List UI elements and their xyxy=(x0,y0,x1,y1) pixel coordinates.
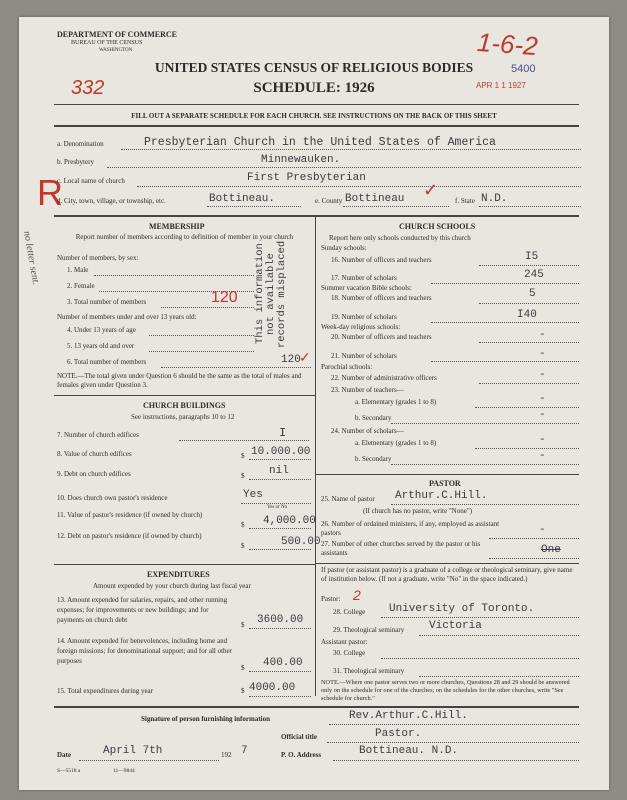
q28-value: University of Toronto. xyxy=(389,603,535,615)
q24b-label: b. Secondary xyxy=(355,455,392,463)
q28-label: 28. College xyxy=(333,608,366,616)
q23b-value: - xyxy=(539,409,546,421)
q1-label: 1. Male xyxy=(67,266,89,274)
q21-value: - xyxy=(539,348,546,360)
signature-label: Signature of person furnishing information xyxy=(141,715,270,723)
dollar-8: $ xyxy=(241,452,245,460)
form-number: S—5518 a xyxy=(57,768,81,774)
yes-no-label: Yes or No xyxy=(267,505,288,510)
schedule-title: SCHEDULE: 1926 xyxy=(253,80,375,96)
q9-value: nil xyxy=(269,465,289,477)
age-label: Number of members under and over 13 years old: xyxy=(57,313,197,321)
q10-value: Yes xyxy=(243,489,263,501)
q23a-label: a. Elementary (grades 1 to 8) xyxy=(355,398,437,406)
department: DEPARTMENT OF COMMERCE xyxy=(57,30,178,39)
form-number-2: 11—9844 xyxy=(113,768,135,774)
q30-label: 30. College xyxy=(333,649,366,657)
dollar-11: $ xyxy=(241,521,245,529)
membership-note: NOTE.—The total given under Question 6 should be the same as the total of males and females given under Question 3. xyxy=(57,372,302,389)
q18-value: 5 xyxy=(529,288,536,300)
q22-value: - xyxy=(539,369,546,381)
q23a-value: - xyxy=(539,393,546,405)
q15-value: 4000.00 xyxy=(249,682,296,694)
handwritten-code: 1-6-2 xyxy=(476,26,539,62)
dollar-12: $ xyxy=(241,542,245,550)
census-form xyxy=(19,17,609,790)
year-value: 7 xyxy=(241,745,248,757)
q20-value: - xyxy=(539,329,546,341)
q6-check-mark: ✓ xyxy=(299,349,311,365)
q12-value: 500.00 xyxy=(281,536,321,548)
official-title-value: Pastor. xyxy=(375,728,422,740)
q13-label: 13. Amount expended for salaries, repairs, and other running expenses; for improvements or new buildings; and for payments on church debt xyxy=(57,596,228,624)
bureau: BUREAU OF THE CENSUS xyxy=(71,40,143,46)
weekday-label: Week-day religious schools: xyxy=(321,323,401,331)
q20-label: 20. Number of officers and teachers xyxy=(331,333,432,341)
q29-label: 29. Theological seminary xyxy=(333,626,405,634)
q19-value: I40 xyxy=(517,309,537,321)
q23b-label: b. Secondary xyxy=(355,414,392,422)
pastor-title: PASTOR xyxy=(429,479,461,488)
buildings-sub: See instructions, paragraphs 10 to 12 xyxy=(131,413,235,421)
instructions: FILL OUT A SEPARATE SCHEDULE FOR EACH CHURCH. SEE INSTRUCTIONS ON THE BACK OF THIS SHEET xyxy=(131,112,497,120)
q21-label: 21. Number of scholars xyxy=(331,352,397,360)
q24b-value: - xyxy=(539,450,546,462)
q25-label: 25. Name of pastor xyxy=(321,495,375,503)
field-e-value: Bottineau xyxy=(345,193,405,205)
year-prefix: 192 xyxy=(221,751,232,759)
field-b-label: b. Presbytery xyxy=(57,158,94,166)
q4-label: 4. Under 13 years of age xyxy=(67,326,136,334)
q24a-value: - xyxy=(539,434,546,446)
field-c-label: c. Local name of church xyxy=(57,177,125,185)
field-b-value: Minnewauken. xyxy=(261,154,341,166)
q19-label: 19. Number of scholars xyxy=(331,313,397,321)
q16-label: 16. Number of officers and teachers xyxy=(331,256,432,264)
stamp-date: APR 1 1 1927 xyxy=(476,81,526,90)
q8-value: 10.000.00 xyxy=(251,446,311,458)
field-f-value: N.D. xyxy=(481,193,508,205)
city: WASHINGTON xyxy=(99,48,133,53)
q26-value: - xyxy=(539,524,546,536)
q5-label: 5. 13 years old and over xyxy=(67,342,135,350)
q10-label: 10. Does church own pastor's residence xyxy=(57,494,168,502)
q11-label: 11. Value of pastor's residence (if owned by church) xyxy=(57,511,203,519)
q25-value: Arthur.C.Hill. xyxy=(395,490,488,502)
sex-label: Number of members, by sex: xyxy=(57,254,139,262)
field-a-label: a. Denomination xyxy=(57,140,104,148)
q31-label: 31. Theological seminary xyxy=(333,667,405,675)
q14-value: 400.00 xyxy=(263,657,303,669)
dollar-13: $ xyxy=(241,621,245,629)
q29-value: Victoria xyxy=(429,620,482,632)
q17-value: 245 xyxy=(524,269,544,281)
margin-note: no letter sent. xyxy=(21,230,42,286)
q16-value: I5 xyxy=(525,251,539,263)
q9-label: 9. Debt on church edifices xyxy=(57,470,131,478)
field-a-value: Presbyterian Church in the United States of America xyxy=(144,136,496,149)
q6-label: 6. Total number of members xyxy=(67,358,147,366)
handwritten-mark: 2 xyxy=(353,587,361,603)
date-value: April 7th xyxy=(103,745,163,757)
form-title: UNITED STATES CENSUS OF RELIGIOUS BODIES xyxy=(154,60,474,75)
signature-value: Rev.Arthur.C.Hill. xyxy=(349,710,468,722)
field-c-value: First Presbyterian xyxy=(247,172,366,184)
dollar-14: $ xyxy=(241,664,245,672)
summer-label: Summer vacation Bible schools: xyxy=(321,284,412,292)
membership-intro: Report number of members according to definition of member in your church xyxy=(75,233,294,241)
q11-value: 4,000.00 xyxy=(263,515,316,527)
pastor-label: Pastor: xyxy=(321,595,341,603)
schools-title: CHURCH SCHOOLS xyxy=(399,222,476,231)
q15-label: 15. Total expenditures during year xyxy=(57,687,153,695)
po-address-label: P. O. Address xyxy=(281,751,322,759)
q7-value: I xyxy=(279,426,287,440)
field-d-label: d. City, town, village, or township, etc. xyxy=(57,197,166,205)
q27-label: 27. Number of other churches served by the pastor or his assistants xyxy=(321,540,481,557)
pastor-note: NOTE.—Where one pastor serves two or more churches, Questions 28 and 29 should be answered only on the schedule for one of the churches; on the schedules for the other churches, write "See schedule for church." xyxy=(321,679,570,702)
official-title-label: Official title xyxy=(281,733,317,741)
schools-intro: Report here only schools conducted by this church xyxy=(329,234,471,242)
q22-label: 22. Number of administrative officers xyxy=(331,374,437,382)
q24a-label: a. Elementary (grades 1 to 8) xyxy=(355,439,437,447)
handwritten-r: R xyxy=(37,172,63,213)
q7-label: 7. Number of church edifices xyxy=(57,431,139,439)
dollar-15: $ xyxy=(241,687,245,695)
field-f-label: f. State xyxy=(455,197,475,205)
handwritten-number: 332 xyxy=(71,77,105,99)
q6-value: 120 xyxy=(281,354,301,366)
field-e-label: e. County xyxy=(315,197,343,205)
check-mark: ✓ xyxy=(423,180,439,200)
q23-label: 23. Number of teachers— xyxy=(331,386,404,394)
expenditures-sub: Amount expended by your church during last fiscal year xyxy=(93,582,251,590)
q3-label: 3. Total number of members xyxy=(67,298,147,306)
sunday-label: Sunday schools: xyxy=(321,244,367,252)
asst-pastor-label: Assistant pastor: xyxy=(321,638,368,646)
buildings-title: CHURCH BUILDINGS xyxy=(143,401,226,410)
field-d-value: Bottineau. xyxy=(209,193,276,205)
q3-value: 120 xyxy=(211,289,238,306)
q26-label: 26. Number of ordained ministers, if any, employed as assistant pastors xyxy=(321,520,500,537)
q27-value: One xyxy=(541,544,561,556)
membership-title: MEMBERSHIP xyxy=(149,222,205,231)
dollar-9: $ xyxy=(241,472,245,480)
parochial-label: Parochial schools: xyxy=(321,363,373,371)
q12-label: 12. Debt on pastor's residence (if owned by church) xyxy=(57,532,202,540)
q2-label: 2. Female xyxy=(67,282,95,290)
q18-label: 18. Number of officers and teachers xyxy=(331,294,432,302)
q8-label: 8. Value of church edifices xyxy=(57,450,132,458)
q13-value: 3600.00 xyxy=(257,614,304,626)
q17-label: 17. Number of scholars xyxy=(331,274,397,282)
stamp-number: 5400 xyxy=(511,63,536,75)
vertical-note: This information not available records misplaced xyxy=(254,240,288,348)
q24-label: 24. Number of scholars— xyxy=(331,427,404,435)
graduate-note: If pastor (or assistant pastor) is a graduate of a college or theological seminary, give name of institution below. (If not a graduate, write "No" in the space indicated.) xyxy=(321,566,573,583)
date-label: Date xyxy=(57,751,71,759)
po-address-value: Bottineau. N.D. xyxy=(359,745,459,757)
q14-label: 14. Amount expended for benevolences, including home and foreign missions; for denominational support; and for all other purposes xyxy=(57,637,232,665)
expenditures-title: EXPENDITURES xyxy=(147,570,210,579)
q25-note: (If church has no pastor, write "None") xyxy=(363,507,473,515)
